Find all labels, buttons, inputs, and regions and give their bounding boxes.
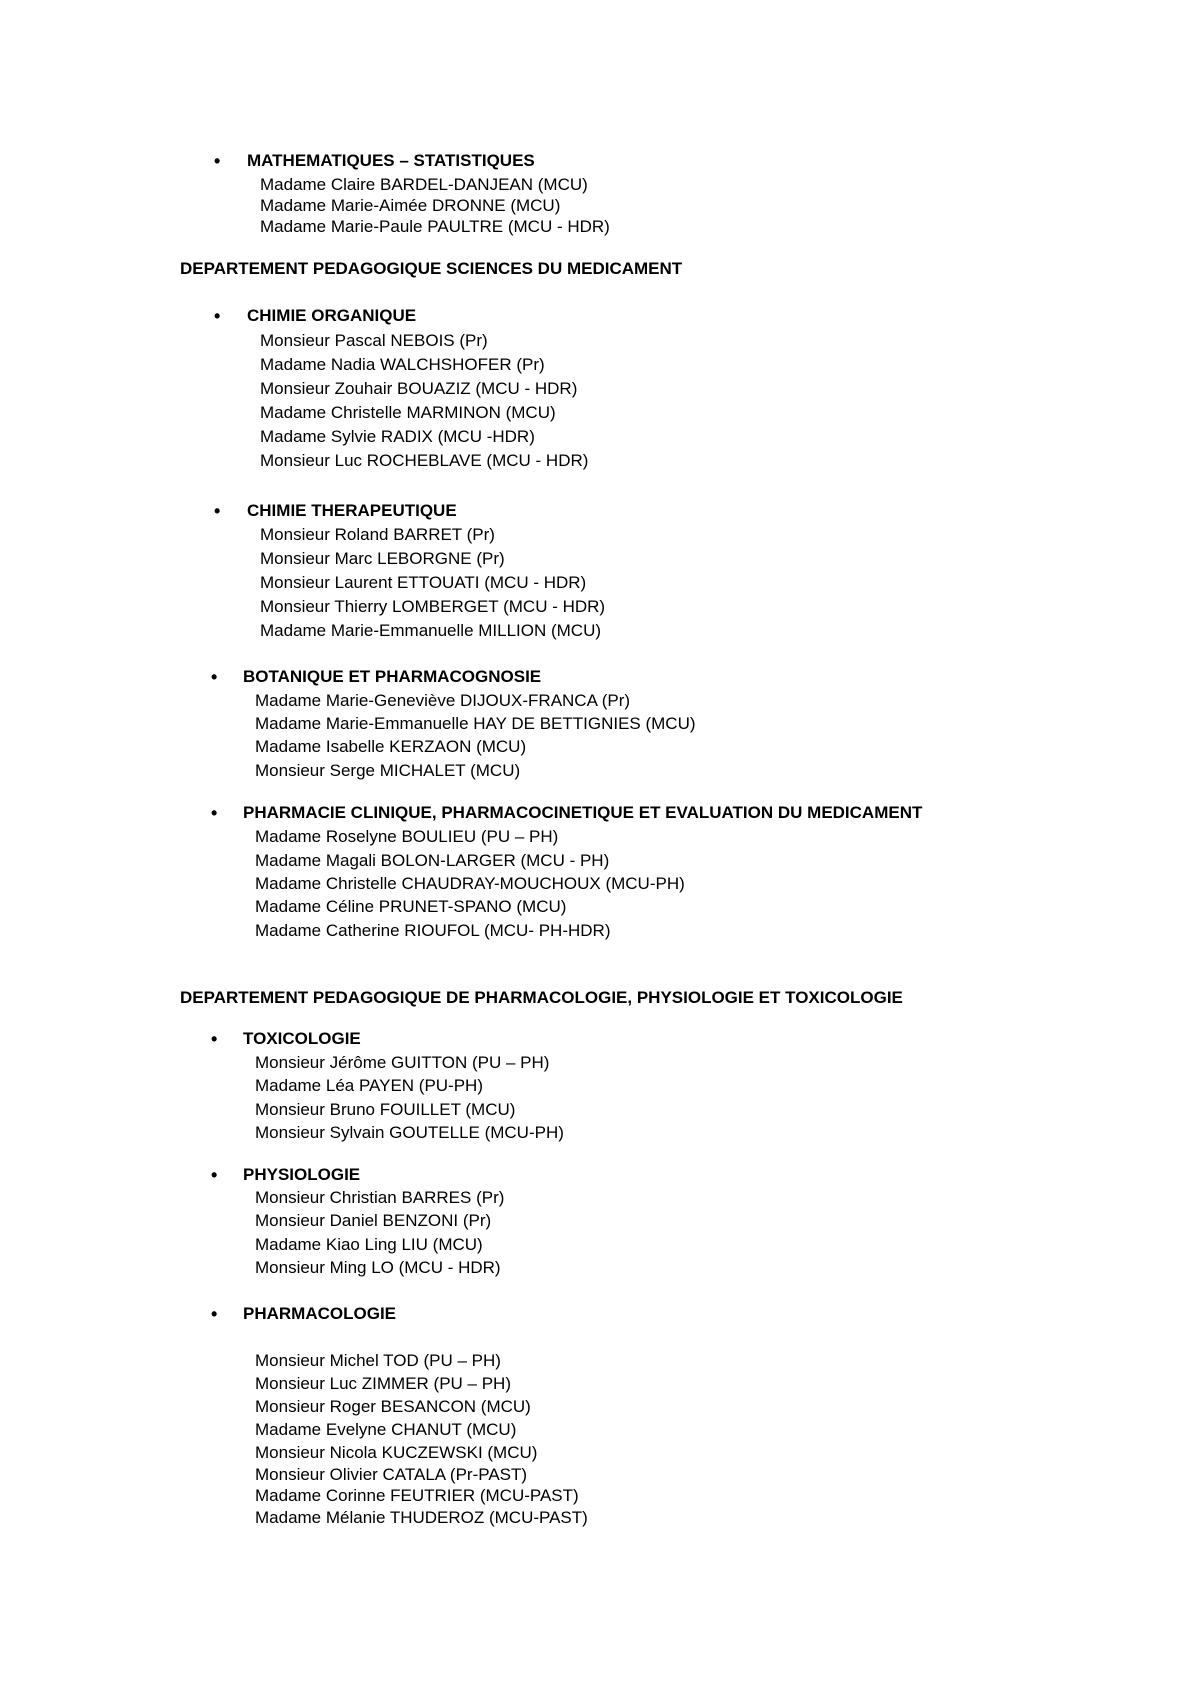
bullet-icon: • — [211, 1304, 218, 1324]
member: Madame Léa PAYEN (PU-PH) — [255, 1076, 483, 1095]
member: Madame Marie-Geneviève DIJOUX-FRANCA (Pr) — [255, 691, 631, 710]
member: Monsieur Roland BARRET (Pr) — [260, 525, 495, 544]
bullet-icon: • — [211, 667, 218, 687]
member: Madame Marie-Aimée DRONNE (MCU) — [260, 196, 561, 215]
section-title: PHARMACOLOGIE — [243, 1304, 396, 1323]
member: Madame Corinne FEUTRIER (MCU-PAST) — [255, 1486, 579, 1505]
section-title: TOXICOLOGIE — [243, 1029, 361, 1048]
member: Monsieur Sylvain GOUTELLE (MCU-PH) — [255, 1123, 564, 1142]
member: Madame Marie-Emmanuelle MILLION (MCU) — [260, 621, 602, 640]
member: Madame Magali BOLON-LARGER (MCU - PH) — [255, 851, 610, 870]
member: Madame Nadia WALCHSHOFER (Pr) — [260, 355, 545, 374]
department-title: DEPARTEMENT PEDAGOGIQUE DE PHARMACOLOGIE, PHYSIOLOGIE ET TOXICOLOGIE — [180, 988, 903, 1007]
member: Monsieur Laurent ETTOUATI (MCU - HDR) — [260, 573, 587, 592]
member: Monsieur Roger BESANCON (MCU) — [255, 1397, 531, 1416]
bullet-icon: • — [211, 803, 218, 823]
section-title: MATHEMATIQUES – STATISTIQUES — [247, 151, 535, 170]
member: Madame Sylvie RADIX (MCU -HDR) — [260, 427, 535, 446]
member: Madame Christelle MARMINON (MCU) — [260, 403, 556, 422]
section-title: BOTANIQUE ET PHARMACOGNOSIE — [243, 667, 542, 686]
bullet-icon: • — [214, 306, 221, 326]
member: Madame Roselyne BOULIEU (PU – PH) — [255, 827, 559, 846]
bullet-icon: • — [211, 1165, 218, 1185]
member: Madame Marie-Paule PAULTRE (MCU - HDR) — [260, 217, 610, 236]
member: Monsieur Marc LEBORGNE (Pr) — [260, 549, 505, 568]
member: Monsieur Pascal NEBOIS (Pr) — [260, 331, 488, 350]
member: Monsieur Ming LO (MCU - HDR) — [255, 1258, 501, 1277]
section-title: CHIMIE THERAPEUTIQUE — [247, 501, 457, 520]
member: Madame Evelyne CHANUT (MCU) — [255, 1420, 517, 1439]
member: Madame Mélanie THUDEROZ (MCU-PAST) — [255, 1508, 588, 1527]
bullet-icon: • — [214, 501, 221, 521]
member: Monsieur Luc ROCHEBLAVE (MCU - HDR) — [260, 451, 589, 470]
member: Monsieur Luc ZIMMER (PU – PH) — [255, 1374, 511, 1393]
member: Monsieur Christian BARRES (Pr) — [255, 1188, 505, 1207]
member: Madame Kiao Ling LIU (MCU) — [255, 1235, 483, 1254]
member: Monsieur Zouhair BOUAZIZ (MCU - HDR) — [260, 379, 578, 398]
member: Madame Catherine RIOUFOL (MCU- PH-HDR) — [255, 921, 611, 940]
member: Madame Claire BARDEL-DANJEAN (MCU) — [260, 175, 588, 194]
section-title: PHYSIOLOGIE — [243, 1165, 361, 1184]
member: Monsieur Olivier CATALA (Pr-PAST) — [255, 1465, 528, 1484]
section-title: CHIMIE ORGANIQUE — [247, 306, 417, 325]
member: Madame Christelle CHAUDRAY-MOUCHOUX (MCU-PH) — [255, 874, 685, 893]
member: Monsieur Serge MICHALET (MCU) — [255, 761, 521, 780]
department-title: DEPARTEMENT PEDAGOGIQUE SCIENCES DU MEDICAMENT — [180, 259, 683, 278]
member: Monsieur Jérôme GUITTON (PU – PH) — [255, 1053, 550, 1072]
member: Monsieur Thierry LOMBERGET (MCU - HDR) — [260, 597, 606, 616]
bullet-icon: • — [211, 1029, 218, 1049]
member: Madame Céline PRUNET-SPANO (MCU) — [255, 897, 567, 916]
member: Madame Isabelle KERZAON (MCU) — [255, 737, 527, 756]
section-title: PHARMACIE CLINIQUE, PHARMACOCINETIQUE ET EVALUATION DU MEDICAMENT — [243, 803, 923, 822]
member: Monsieur Daniel BENZONI (Pr) — [255, 1211, 492, 1230]
member: Monsieur Michel TOD (PU – PH) — [255, 1351, 501, 1370]
bullet-icon: • — [214, 151, 221, 171]
member: Madame Marie-Emmanuelle HAY DE BETTIGNIES (MCU) — [255, 714, 696, 733]
member: Monsieur Nicola KUCZEWSKI (MCU) — [255, 1443, 538, 1462]
member: Monsieur Bruno FOUILLET (MCU) — [255, 1100, 516, 1119]
